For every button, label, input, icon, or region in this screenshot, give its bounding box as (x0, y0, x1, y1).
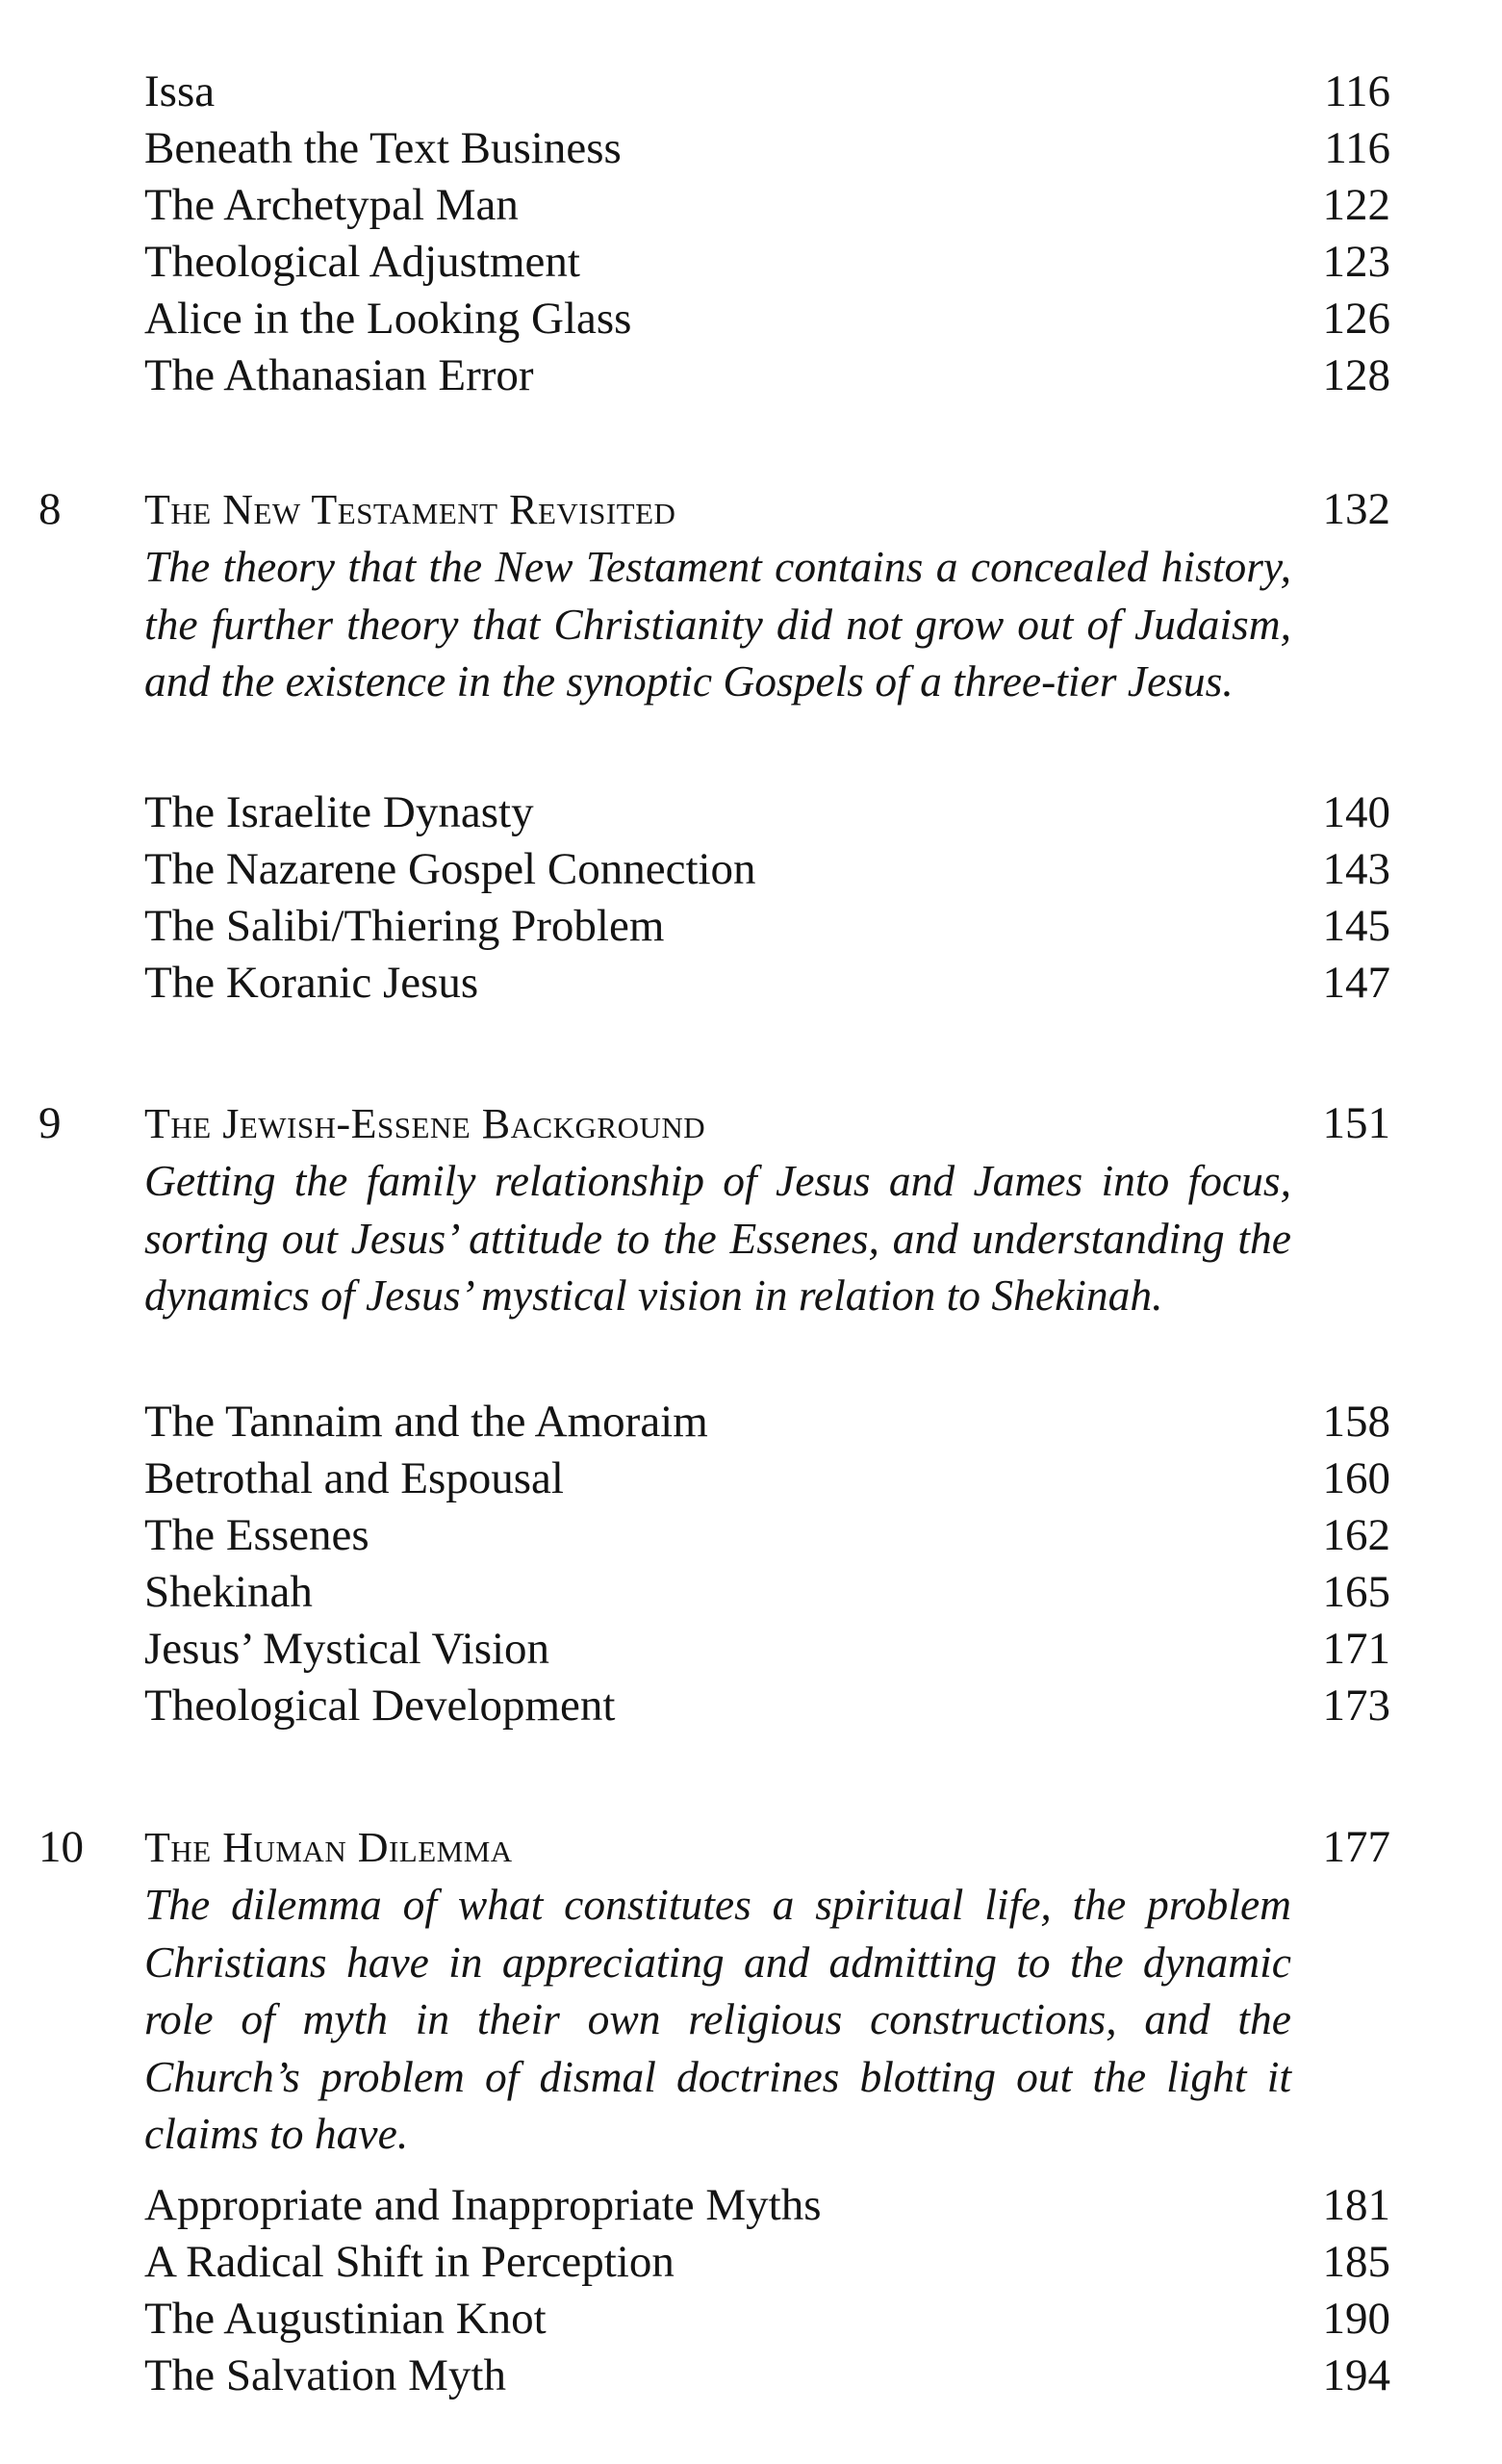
toc-entry (144, 64, 1390, 119)
chapter-8 (38, 481, 1390, 710)
entry-title: Shekinah (144, 1567, 313, 1617)
entry-title: The Nazarene Gospel Connection (144, 844, 756, 894)
toc-entry (144, 2234, 1390, 2290)
entry-title: Beneath the Text Business (144, 123, 622, 173)
toc-entry (144, 2291, 1390, 2347)
entry-title: The Essenes (144, 1510, 369, 1560)
entry-title: The Salvation Myth (144, 2350, 506, 2400)
toc-entry (144, 1450, 1390, 1506)
entry-title: The Koranic Jesus (144, 958, 479, 1008)
chapter-description: The theory that the New Testament contains a concealed history, the further theory that Christianity did not grow out of Judaism, and the existence in the synoptic Gospels of a three-tier Jesus. (144, 542, 1291, 706)
chapter-title: The Human Dilemma (144, 1824, 513, 1871)
entry-title: The Salibi/Thiering Problem (144, 901, 665, 951)
entry-page: 143 (1322, 844, 1390, 894)
entry-title: Theological Adjustment (144, 237, 580, 287)
chapter-title: The Jewish-Essene Background (144, 1100, 706, 1147)
toc-entry (144, 841, 1390, 897)
entry-page: 140 (1322, 787, 1390, 837)
toc-entry (144, 347, 1390, 403)
entry-page: 116 (1324, 66, 1390, 116)
entry-page: 181 (1322, 2180, 1390, 2230)
entry-page: 165 (1322, 1567, 1390, 1617)
entry-title: A Radical Shift in Perception (144, 2237, 675, 2287)
toc-entry (144, 898, 1390, 954)
entry-page: 158 (1322, 1397, 1390, 1447)
entry-page: 194 (1322, 2350, 1390, 2400)
toc-entry (144, 1507, 1390, 1563)
entry-page: 116 (1324, 123, 1390, 173)
entry-title: Appropriate and Inappropriate Myths (144, 2180, 822, 2230)
toc-entry (144, 177, 1390, 233)
entry-title: The Israelite Dynasty (144, 787, 534, 837)
chapter-heading (38, 481, 1390, 538)
chapter-number: 10 (38, 1822, 84, 1872)
entry-title: The Tannaim and the Amoraim (144, 1397, 708, 1447)
chapter-heading (38, 1819, 1390, 1876)
chapter-page: 177 (1322, 1822, 1390, 1872)
chapter-heading (38, 1095, 1390, 1152)
toc-entry (144, 1678, 1390, 1733)
toc-entry (144, 1394, 1390, 1450)
entry-page: 126 (1322, 294, 1390, 344)
toc-entry (144, 2348, 1390, 2403)
chapter-number: 8 (38, 484, 62, 534)
entry-title: The Augustinian Knot (144, 2294, 547, 2344)
chapter-9 (38, 1095, 1390, 1324)
entry-page: 145 (1322, 901, 1390, 951)
entry-title: Issa (144, 66, 216, 116)
entry-page: 147 (1322, 958, 1390, 1008)
entry-page: 162 (1322, 1510, 1390, 1560)
entry-page: 123 (1322, 237, 1390, 287)
toc-entry (144, 784, 1390, 840)
entry-page: 128 (1322, 350, 1390, 400)
entry-page: 122 (1322, 180, 1390, 230)
entry-page: 185 (1322, 2237, 1390, 2287)
chapter-page: 132 (1322, 484, 1390, 534)
chapter-10 (38, 1819, 1390, 2163)
toc-entry (144, 1564, 1390, 1620)
toc-entry (144, 234, 1390, 290)
entry-page: 190 (1322, 2294, 1390, 2344)
entry-title: Jesus’ Mystical Vision (144, 1624, 550, 1674)
entry-page: 160 (1322, 1453, 1390, 1503)
toc-entry (144, 291, 1390, 346)
chapter-number: 9 (38, 1098, 62, 1148)
entry-page: 173 (1322, 1681, 1390, 1731)
entry-title: The Archetypal Man (144, 180, 519, 230)
toc-entry (144, 955, 1390, 1011)
chapter-description: The dilemma of what constitutes a spiritual life, the problem Christians have in appreciating and admitting to the dynamic role of myth in their own religious constructions, and the Church’s problem of dismal doctrines blotting out the light it claims to have. (144, 1880, 1291, 2158)
chapter-page: 151 (1322, 1098, 1390, 1148)
toc-entry (144, 1621, 1390, 1677)
chapter-title: The New Testament Revisited (144, 486, 676, 533)
chapter-description: Getting the family relationship of Jesus and James into focus, sorting out Jesus’ attitude to the Essenes, and understanding the dynamics of Jesus’ mystical vision in relation to Shekinah. (144, 1156, 1291, 1320)
toc-entry (144, 120, 1390, 176)
entry-title: Theological Development (144, 1681, 616, 1731)
entry-title: Betrothal and Espousal (144, 1453, 564, 1503)
entry-title: Alice in the Looking Glass (144, 294, 632, 344)
toc-entry (144, 2177, 1390, 2233)
entry-title: The Athanasian Error (144, 350, 534, 400)
entry-page: 171 (1322, 1624, 1390, 1674)
